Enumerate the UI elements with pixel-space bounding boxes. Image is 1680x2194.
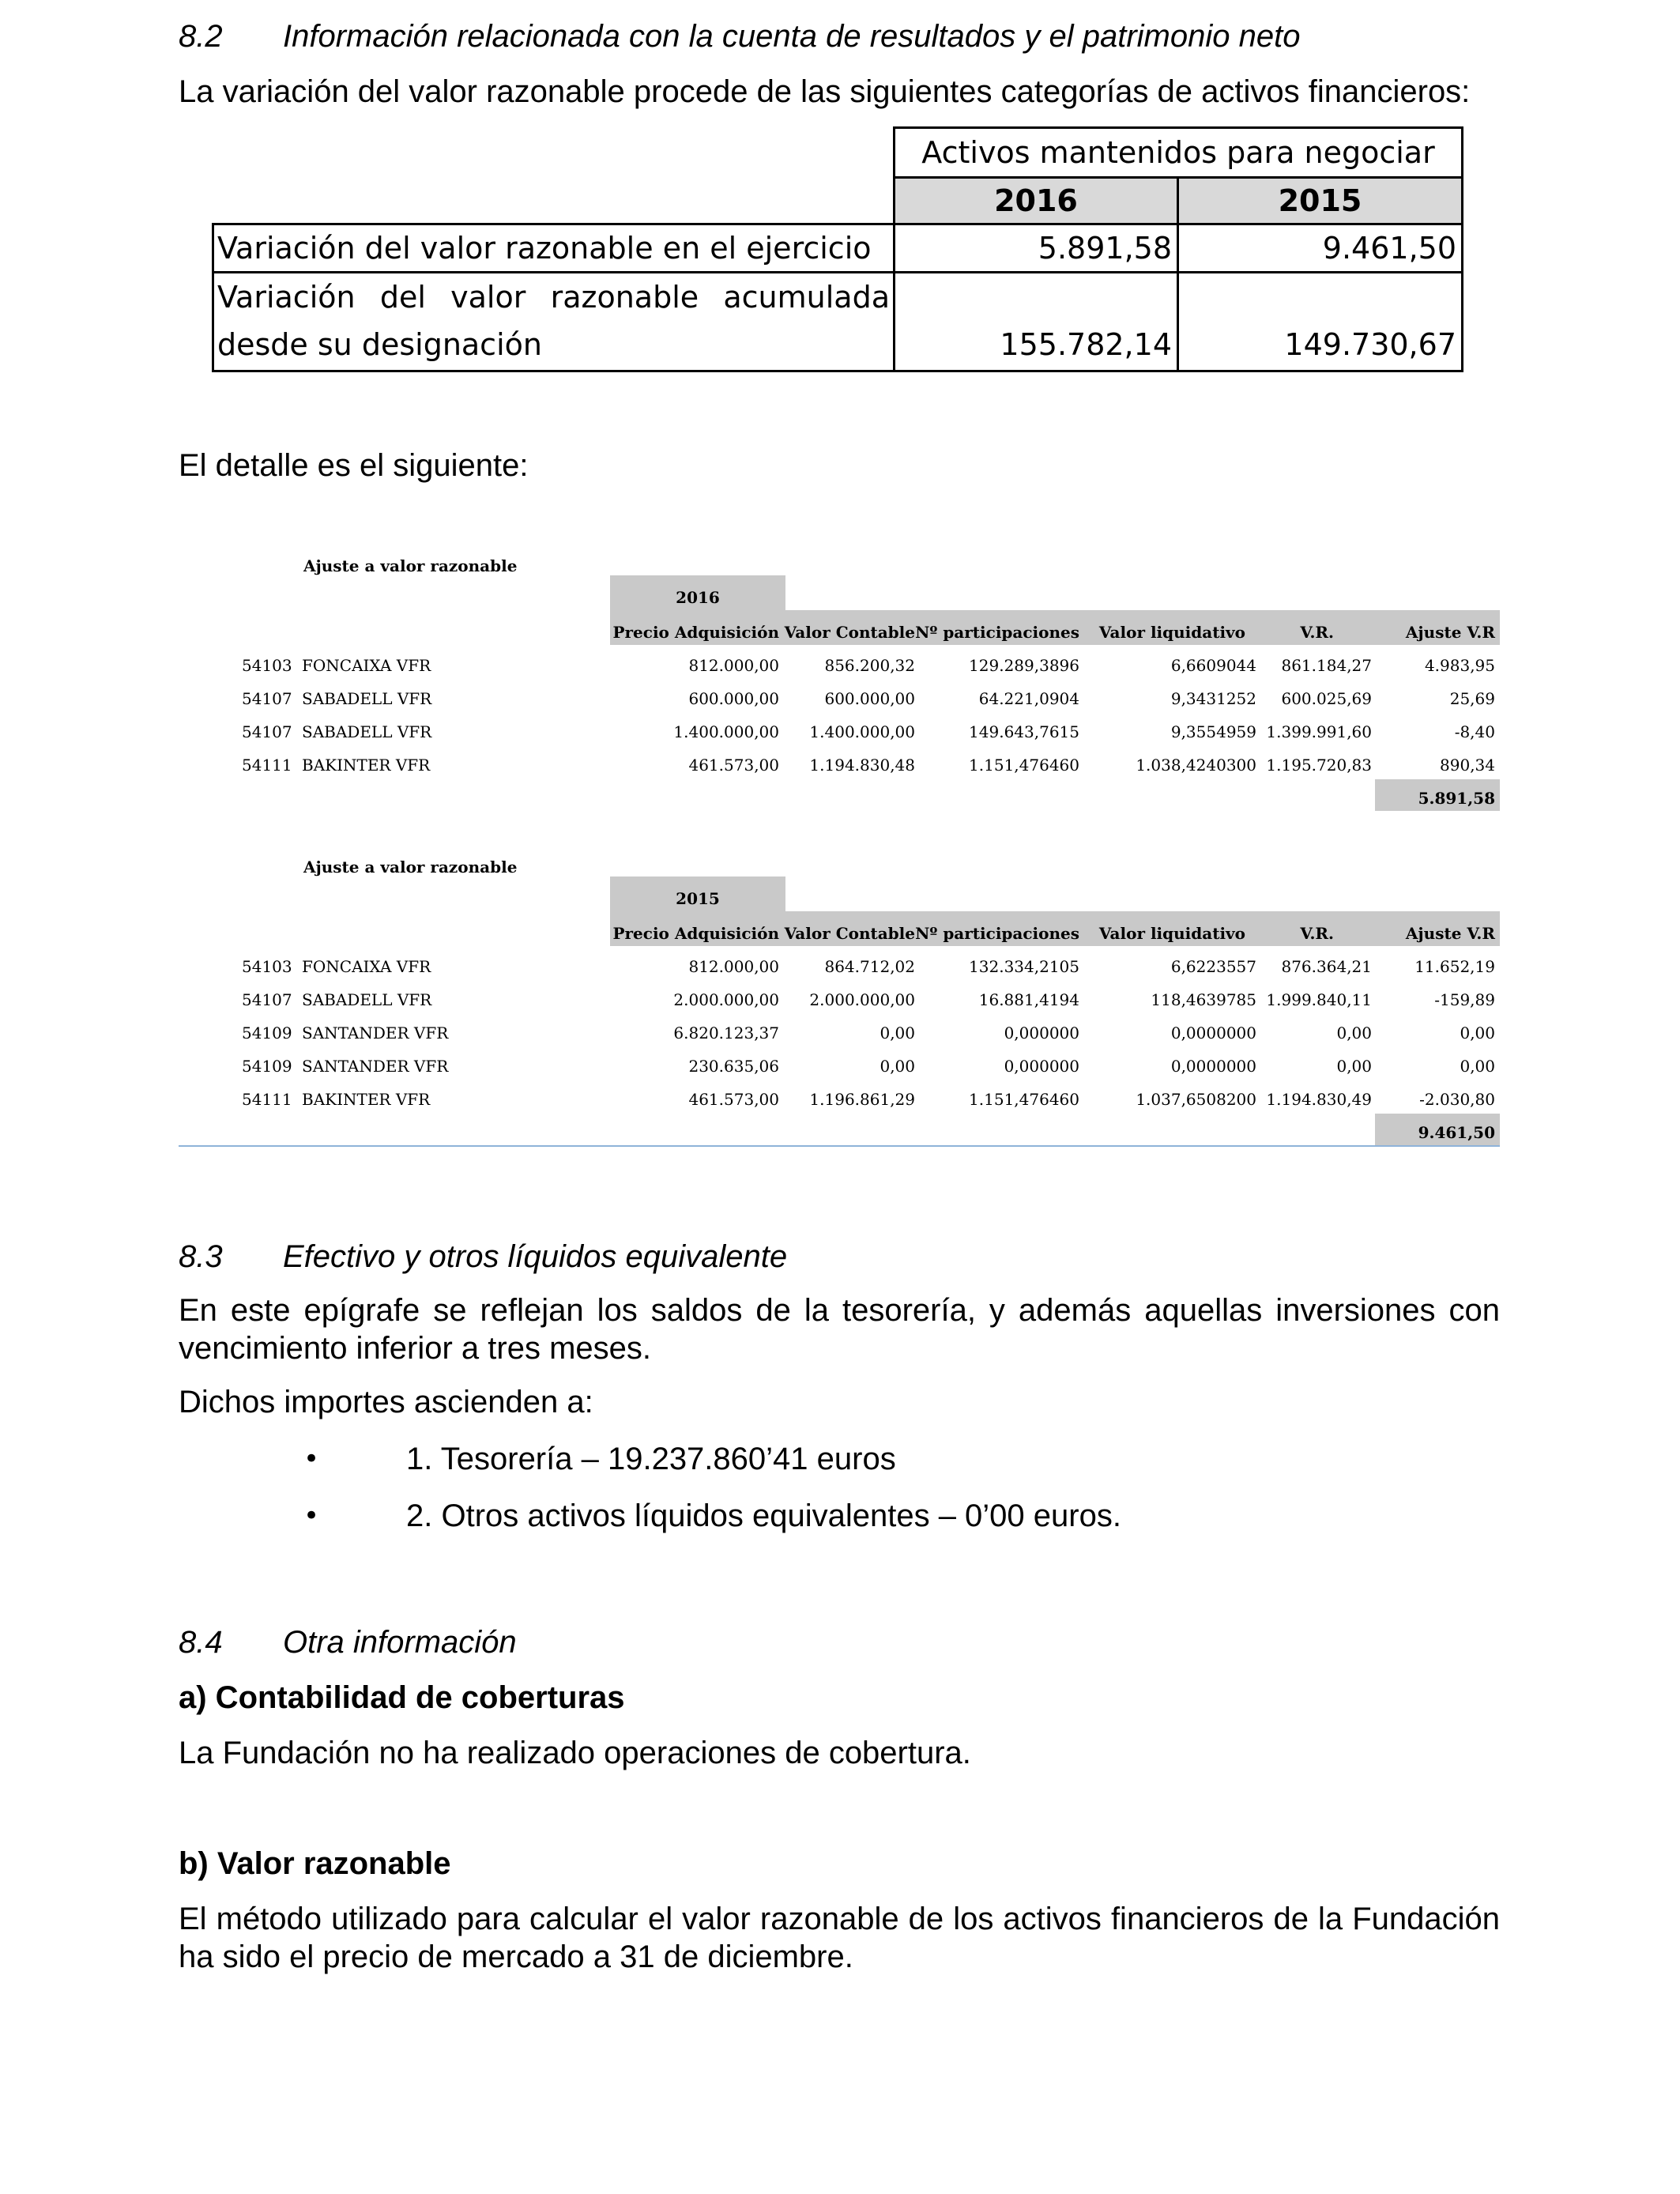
account-code: 54107 — [242, 689, 292, 708]
subsection-b-heading: b) Valor razonable — [179, 1846, 451, 1881]
num-participaciones: 132.334,2105 — [969, 957, 1079, 976]
detail-2016-col-contable: Valor Contable — [784, 623, 915, 642]
precio-adquisicion: 6.820.123,37 — [673, 1023, 779, 1042]
section-8-4-title: Otra información — [283, 1625, 517, 1660]
cash-list-item: 2. Otros activos líquidos equivalentes – 0’00 euros. — [406, 1498, 1121, 1533]
valor-liquidativo: 1.037,6508200 — [1136, 1090, 1256, 1109]
valor-liquidativo: 1.038,4240300 — [1136, 756, 1256, 775]
valor-liquidativo: 6,6609044 — [1170, 656, 1256, 675]
subsection-b-text: El método utilizado para calcular el valor razonable de los activos financieros de la Fundación ha sido el precio de mercado a 31 de diciembre. — [179, 1902, 1500, 1974]
valor-contable: 1.400.000,00 — [809, 722, 915, 741]
detail-2016-col-precio: Precio Adquisición — [612, 623, 779, 642]
valor-contable: 856.200,32 — [824, 656, 915, 675]
valor-liquidativo: 6,6223557 — [1170, 957, 1256, 976]
section-8-3-number: 8.3 — [179, 1239, 223, 1274]
bullet-icon: • — [303, 1500, 320, 1532]
precio-adquisicion: 1.400.000,00 — [673, 722, 779, 741]
valor-contable: 1.194.830,48 — [809, 756, 915, 775]
valor-liquidativo: 118,4639785 — [1151, 990, 1256, 1009]
summary-row-2-label: Variación del valor razonable acumulada desde su designación — [212, 271, 895, 372]
summary-row-1-label: Variación del valor razonable en el ejercicio — [212, 223, 895, 273]
valor-liquidativo: 9,3431252 — [1170, 689, 1256, 708]
fund-name: SABADELL VFR — [302, 689, 432, 708]
num-participaciones: 16.881,4194 — [978, 990, 1079, 1009]
cash-list-item: 1. Tesorería – 19.237.860’41 euros — [406, 1442, 896, 1476]
ajuste-vr: -2.030,80 — [1419, 1090, 1495, 1109]
valor-contable: 0,00 — [880, 1057, 915, 1076]
valor-razonable: 1.399.991,60 — [1266, 722, 1372, 741]
detail-2015-col-contable: Valor Contable — [784, 924, 915, 943]
detail-2015-col-precio: Precio Adquisición — [612, 924, 779, 943]
num-participaciones: 0,000000 — [1004, 1057, 1079, 1076]
detail-2015-col-participaciones: Nº participaciones — [915, 924, 1079, 943]
account-code: 54111 — [242, 1090, 292, 1109]
fund-name: FONCAIXA VFR — [302, 656, 431, 675]
valor-contable: 0,00 — [880, 1023, 915, 1042]
fund-name: SABADELL VFR — [302, 990, 432, 1009]
summary-row-1-2016: 5.891,58 — [893, 223, 1179, 273]
account-code: 54107 — [242, 990, 292, 1009]
fund-name: BAKINTER VFR — [302, 1090, 431, 1109]
section-8-4-number: 8.4 — [179, 1625, 223, 1660]
fund-name: SANTANDER VFR — [302, 1057, 449, 1076]
num-participaciones: 1.151,476460 — [969, 756, 1079, 775]
ajuste-vr: -8,40 — [1454, 722, 1495, 741]
detail-2015-bottom-rule — [179, 1145, 1500, 1147]
valor-contable: 1.196.861,29 — [809, 1090, 915, 1109]
detail-2015-year: 2015 — [676, 889, 720, 908]
ajuste-vr: 890,34 — [1440, 756, 1495, 775]
valor-contable: 864.712,02 — [824, 957, 915, 976]
fund-name: FONCAIXA VFR — [302, 957, 431, 976]
valor-liquidativo: 9,3554959 — [1170, 722, 1256, 741]
detail-2016-col-ajuste: Ajuste V.R — [1405, 623, 1495, 642]
ajuste-vr: 0,00 — [1460, 1057, 1495, 1076]
account-code: 54109 — [242, 1057, 292, 1076]
summary-row-1-2015: 9.461,50 — [1177, 223, 1463, 273]
valor-razonable: 0,00 — [1336, 1057, 1372, 1076]
summary-year-2015: 2015 — [1177, 176, 1463, 225]
summary-row-2-2015: 149.730,67 — [1177, 271, 1463, 372]
detail-2016-col-participaciones: Nº participaciones — [915, 623, 1079, 642]
valor-razonable: 0,00 — [1336, 1023, 1372, 1042]
account-code: 54109 — [242, 1023, 292, 1042]
section-8-3-para2: Dichos importes ascienden a: — [179, 1385, 593, 1419]
num-participaciones: 149.643,7615 — [969, 722, 1079, 741]
summary-year-2016: 2016 — [893, 176, 1179, 225]
ajuste-vr: 0,00 — [1460, 1023, 1495, 1042]
summary-group-header: Activos mantenidos para negociar — [893, 126, 1463, 179]
detail-intro: El detalle es el siguiente: — [179, 448, 529, 483]
valor-razonable: 1.999.840,11 — [1266, 990, 1372, 1009]
ajuste-vr: -159,89 — [1434, 990, 1495, 1009]
fund-name: BAKINTER VFR — [302, 756, 431, 775]
precio-adquisicion: 461.573,00 — [688, 756, 779, 775]
ajuste-vr: 25,69 — [1449, 689, 1495, 708]
valor-razonable: 861.184,27 — [1281, 656, 1372, 675]
valor-liquidativo: 0,0000000 — [1170, 1023, 1256, 1042]
detail-2015-col-liquidativo: Valor liquidativo — [1098, 924, 1245, 943]
detail-2016-title: Ajuste a valor razonable — [303, 556, 518, 575]
detail-2016-year: 2016 — [676, 588, 720, 607]
section-8-3-para1: En este epígrafe se reflejan los saldos de la tesorería, y además aquellas inversiones con vencimiento inferior a tres meses. — [179, 1293, 1500, 1366]
detail-2015-col-vr: V.R. — [1300, 924, 1334, 943]
ajuste-vr: 11.652,19 — [1414, 957, 1495, 976]
detail-2016-col-liquidativo: Valor liquidativo — [1098, 623, 1245, 642]
section-8-2-title: Información relacionada con la cuenta de resultados y el patrimonio neto — [283, 19, 1301, 54]
detail-2016-col-vr: V.R. — [1300, 623, 1334, 642]
valor-razonable: 1.195.720,83 — [1266, 756, 1372, 775]
detail-2015-total: 9.461,50 — [1418, 1123, 1495, 1142]
summary-row-2-2016: 155.782,14 — [893, 271, 1179, 372]
section-8-2-intro: La variación del valor razonable procede de las siguientes categorías de activos financieros: — [179, 74, 1471, 109]
section-8-3-title: Efectivo y otros líquidos equivalente — [283, 1239, 788, 1274]
subsection-a-heading: a) Contabilidad de coberturas — [179, 1680, 625, 1715]
subsection-a-text: La Fundación no ha realizado operaciones de cobertura. — [179, 1736, 971, 1770]
precio-adquisicion: 600.000,00 — [688, 689, 779, 708]
precio-adquisicion: 461.573,00 — [688, 1090, 779, 1109]
account-code: 54103 — [242, 957, 292, 976]
num-participaciones: 1.151,476460 — [969, 1090, 1079, 1109]
detail-2015-col-ajuste: Ajuste V.R — [1405, 924, 1495, 943]
valor-contable: 600.000,00 — [824, 689, 915, 708]
bullet-icon: • — [303, 1443, 320, 1475]
account-code: 54111 — [242, 756, 292, 775]
valor-contable: 2.000.000,00 — [809, 990, 915, 1009]
fund-name: SABADELL VFR — [302, 722, 432, 741]
detail-2015-title: Ajuste a valor razonable — [303, 858, 518, 876]
fund-name: SANTANDER VFR — [302, 1023, 449, 1042]
account-code: 54107 — [242, 722, 292, 741]
valor-razonable: 876.364,21 — [1281, 957, 1372, 976]
num-participaciones: 0,000000 — [1004, 1023, 1079, 1042]
num-participaciones: 129.289,3896 — [969, 656, 1079, 675]
precio-adquisicion: 812.000,00 — [688, 957, 779, 976]
precio-adquisicion: 230.635,06 — [688, 1057, 779, 1076]
valor-razonable: 1.194.830,49 — [1266, 1090, 1372, 1109]
precio-adquisicion: 2.000.000,00 — [673, 990, 779, 1009]
valor-razonable: 600.025,69 — [1281, 689, 1372, 708]
section-8-2-number: 8.2 — [179, 19, 223, 54]
valor-liquidativo: 0,0000000 — [1170, 1057, 1256, 1076]
num-participaciones: 64.221,0904 — [978, 689, 1079, 708]
account-code: 54103 — [242, 656, 292, 675]
detail-2016-total: 5.891,58 — [1418, 789, 1495, 808]
ajuste-vr: 4.983,95 — [1424, 656, 1495, 675]
precio-adquisicion: 812.000,00 — [688, 656, 779, 675]
